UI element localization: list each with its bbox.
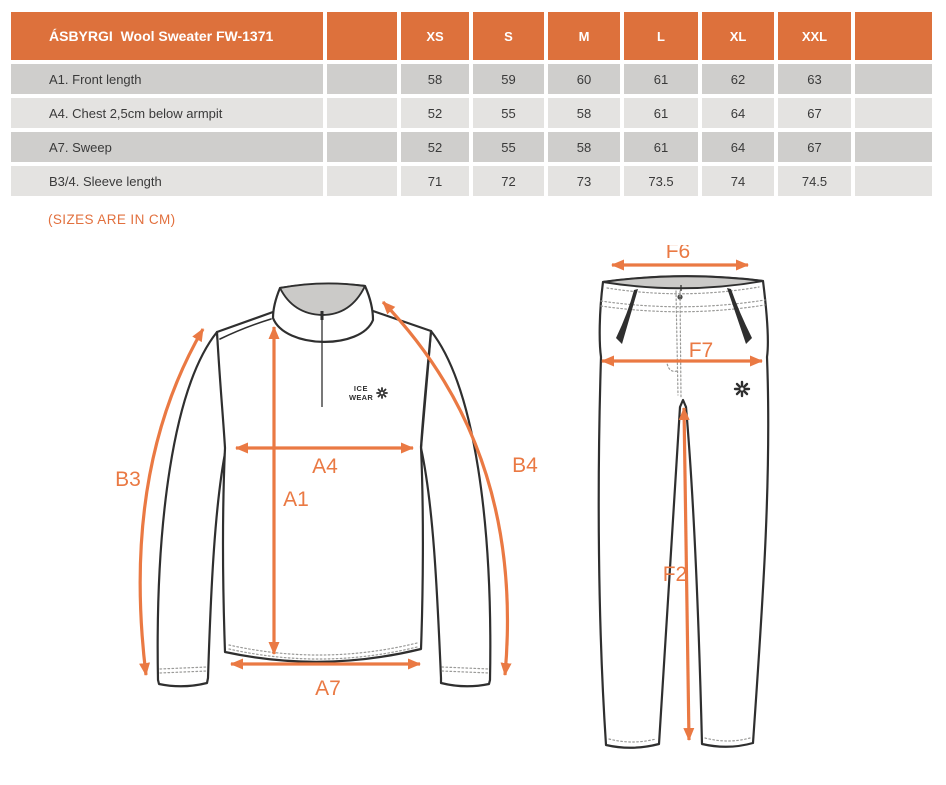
size-value: 59 [473, 64, 544, 94]
snowflake-icon [735, 382, 749, 396]
empty-cell [855, 64, 932, 94]
empty-cell [327, 98, 397, 128]
dimension-label-f7: F7 [688, 339, 714, 362]
size-value: 58 [548, 132, 620, 162]
snowflake-icon [377, 388, 387, 398]
row-label-sweep: A7. Sweep [11, 132, 323, 162]
dimension-label-f2: F2 [662, 563, 688, 586]
size-value: 73 [548, 166, 620, 196]
size-value: 71 [401, 166, 469, 196]
empty-cell [855, 98, 932, 128]
header-empty-cell-trailing [855, 12, 932, 60]
size-col-header-xs: XS [401, 12, 469, 60]
size-value: 55 [473, 132, 544, 162]
size-value: 52 [401, 132, 469, 162]
size-value: 55 [473, 98, 544, 128]
size-value: 67 [778, 132, 851, 162]
size-value: 58 [401, 64, 469, 94]
empty-cell [855, 132, 932, 162]
size-col-header-s: S [473, 12, 544, 60]
dimension-label-f6: F6 [665, 245, 691, 263]
pants-body [599, 276, 769, 748]
size-value: 61 [624, 132, 698, 162]
row-label-chest: A4. Chest 2,5cm below armpit [11, 98, 323, 128]
size-col-header-m: M [548, 12, 620, 60]
size-value: 67 [778, 98, 851, 128]
size-value: 74 [702, 166, 774, 196]
brand-logo-line2: WEAR [348, 393, 374, 402]
dimension-label-b3: B3 [115, 468, 141, 491]
size-value: 52 [401, 98, 469, 128]
size-value: 72 [473, 166, 544, 196]
size-col-header-xxl: XXL [778, 12, 851, 60]
empty-cell [327, 132, 397, 162]
size-value: 62 [702, 64, 774, 94]
size-value: 58 [548, 98, 620, 128]
dimension-label-a4: A4 [312, 455, 338, 478]
dimension-label-b4: B4 [512, 454, 538, 477]
size-value: 61 [624, 98, 698, 128]
sweater-right-sleeve [421, 331, 490, 686]
sweater-left-sleeve [158, 332, 226, 686]
size-value: 74.5 [778, 166, 851, 196]
pants-measurement-diagram [585, 245, 785, 775]
size-col-header-xl: XL [702, 12, 774, 60]
row-label-front-length: A1. Front length [11, 64, 323, 94]
sweater-measurement-diagram [95, 255, 565, 725]
empty-cell [327, 64, 397, 94]
size-value: 64 [702, 132, 774, 162]
row-label-sleeve-length: B3/4. Sleeve length [11, 166, 323, 196]
size-value: 73.5 [624, 166, 698, 196]
table-title: ÁSBYRGI Wool Sweater FW-1371 [11, 12, 323, 60]
size-col-header-l: L [624, 12, 698, 60]
size-value: 60 [548, 64, 620, 94]
size-table [11, 12, 932, 196]
sizes-unit-note: (SIZES ARE IN CM) [48, 212, 176, 227]
size-value: 63 [778, 64, 851, 94]
size-value: 64 [702, 98, 774, 128]
sweater-body [217, 311, 431, 662]
header-empty-cell [327, 12, 397, 60]
dimension-label-a7: A7 [315, 677, 341, 700]
empty-cell [855, 166, 932, 196]
brand-logo-line1: ICE [353, 384, 369, 393]
size-value: 61 [624, 64, 698, 94]
empty-cell [327, 166, 397, 196]
dimension-label-a1: A1 [283, 488, 309, 511]
